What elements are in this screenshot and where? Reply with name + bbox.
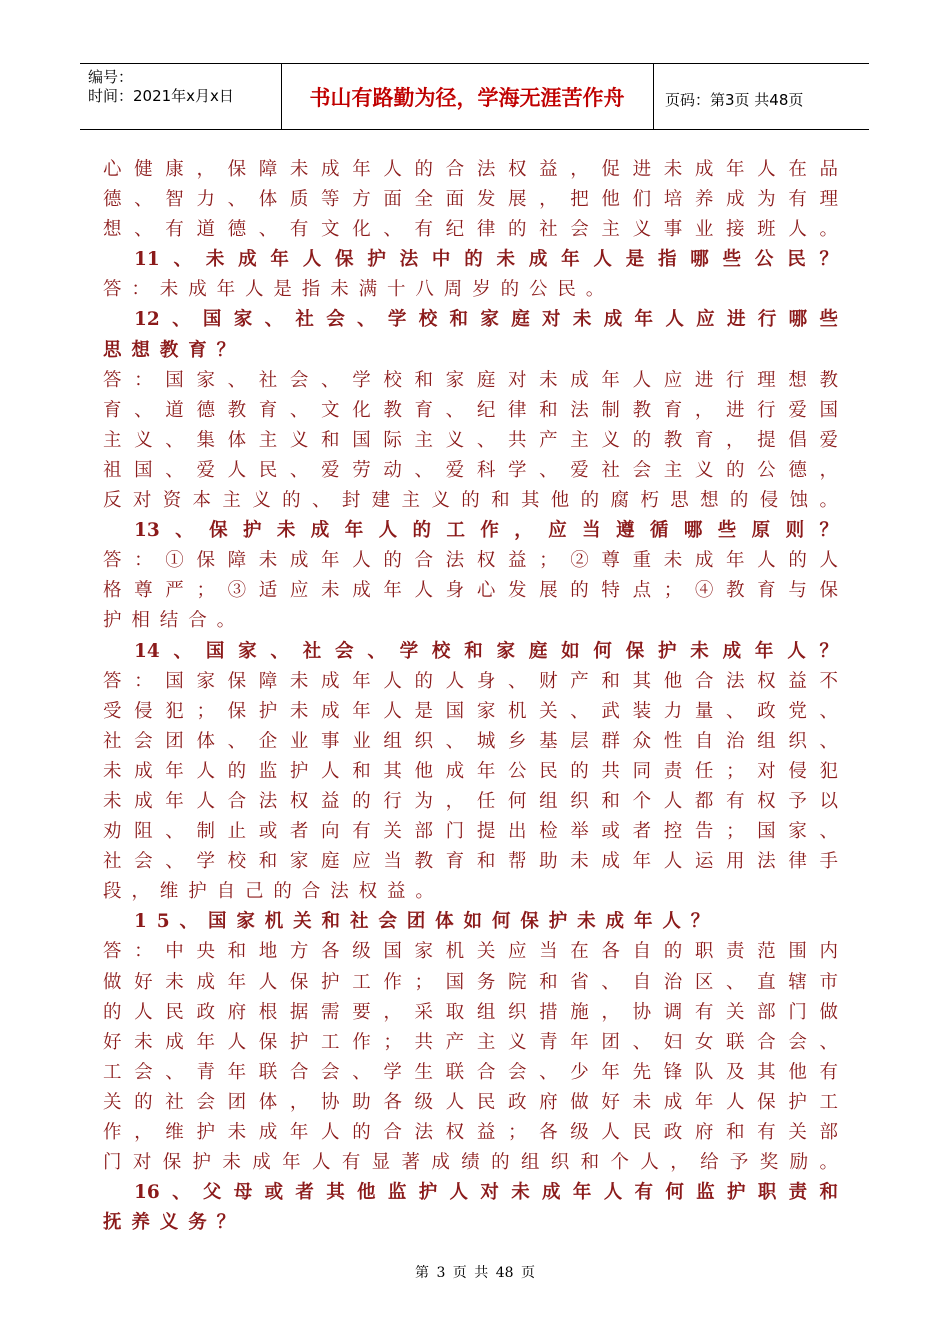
body-text-line: 心健康，保障未成年人的合法权益，促进未成年人在品: [103, 159, 838, 180]
body-text-line: 主义、集体主义和国际主义、共产主义的教育，提倡爱: [103, 429, 838, 451]
body-text-line: 的人民政府根据需要，采取组织措施，协调有关部门做: [103, 1001, 838, 1023]
body-text-line: 反对资本主义的、封建主义的和其他的腐朽思想的侵蚀。: [103, 490, 838, 512]
body-text-line: 答：国家、社会、学校和家庭对未成年人应进行理想教: [103, 369, 838, 391]
header-page-number: 页码：第3页 共48页: [665, 91, 804, 109]
body-text-line: 祖国、爱人民、爱劳动、爱科学、爱社会主义的公德，: [103, 459, 838, 481]
body-text-line: 社会、学校和家庭应当教育和帮助未成年人运用法律手: [103, 851, 838, 873]
body-text-line: 好未成年人保护工作；共产主义青年团、妇女联合会、: [103, 1031, 838, 1053]
question-line: 14、国家、社会、学校和家庭如何保护未成年人？: [134, 640, 838, 662]
body-text-line: 段，维护自己的合法权益。: [103, 881, 444, 903]
question-line: 11、未成年人保护法中的未成年人是指哪些公民？: [134, 249, 838, 271]
body-text-line: 答：未成年人是指未满十八周岁的公民。: [103, 279, 615, 301]
question-line: 12、国家、社会、学校和家庭对未成年人应进行哪些: [134, 309, 838, 331]
question-line: 16、父母或者其他监护人对未成年人有何监护职责和: [134, 1182, 838, 1204]
body-text-line: 答：①保障未成年人的合法权益；②尊重未成年人的人: [103, 550, 838, 572]
body-text-line: 做好未成年人保护工作；国务院和省、自治区、直辖市: [103, 971, 838, 993]
body-text-line: 受侵犯；保护未成年人是国家机关、武装力量、政党、: [103, 700, 838, 722]
body-text-line: 社会团体、企业事业组织、城乡基层群众性自治组织、: [103, 730, 838, 752]
body-text-line: 门对保护未成年人有显著成绩的组织和个人，给予奖励。: [103, 1152, 838, 1174]
header-motto: 书山有路勤为径，学海无涯苦作舟: [309, 85, 625, 110]
question-line: 13、保护未成年人的工作，应当遵循哪些原则？: [134, 520, 838, 542]
body-text-line: 格尊严；③适应未成年人身心发展的特点；④教育与保: [103, 580, 838, 602]
header-meta: [88, 68, 234, 106]
page-footer: 第 3 页 共 48 页: [415, 1265, 535, 1281]
question-line: 15、国家机关和社会团体如何保护未成年人？: [134, 911, 720, 933]
body-text-line: 未成年人合法权益的行为，任何组织和个人都有权予以: [103, 790, 838, 812]
header-divider-right: [653, 64, 654, 129]
body-text-line: 想、有道德、有文化、有纪律的社会主义事业接班人。: [103, 219, 838, 241]
body-text-line: 劝阻、制止或者向有关部门提出检举或者控告；国家、: [103, 821, 838, 843]
page-header: [80, 63, 869, 130]
body-text-line: 工会、青年联合会、学生联合会、少年先锋队及其他有: [103, 1061, 838, 1083]
serial-label: 编号：: [88, 68, 134, 86]
body-text-line: 作，维护未成年人的合法权益；各级人民政府和有关部: [103, 1122, 838, 1143]
body-text-line: 育、道德教育、文化教育、纪律和法制教育，进行爱国: [103, 399, 838, 421]
time-label: 时间：2021年x月x日: [88, 87, 234, 105]
question-line: 思想教育？: [103, 339, 246, 361]
body-text-line: 护相结合。: [103, 610, 246, 632]
body-text-line: 关的社会团体，协助各级人民政府做好未成年人保护工: [103, 1091, 838, 1113]
question-line: 抚养义务？: [103, 1212, 246, 1234]
body-text-line: 德、智力、体质等方面全面发展，把他们培养成为有理: [103, 189, 838, 211]
body-text-line: 答：国家保障未成年人的人身、财产和其他合法权益不: [103, 670, 838, 692]
body-text-line: 未成年人的监护人和其他成年公民的共同责任；对侵犯: [103, 760, 838, 782]
body-text-line: 答：中央和地方各级国家机关应当在各自的职责范围内: [103, 941, 838, 963]
document-body: [103, 155, 838, 1238]
